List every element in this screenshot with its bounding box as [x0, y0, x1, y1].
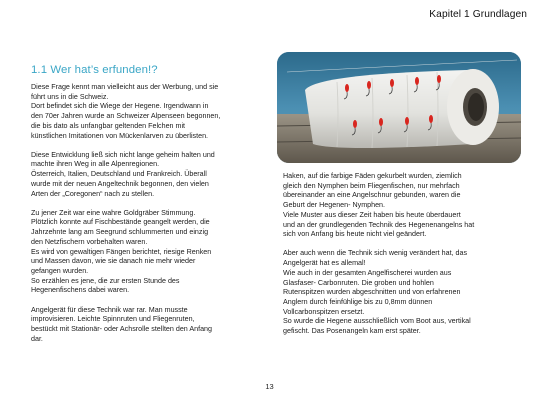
paragraph: Zu jener Zeit war eine wahre Goldgräber Stimmung. Plötzlich konnte auf Fischbestände geangelt werden, die Jahrzehnte lang am Seegrund schlummerten und einzig den Netzfischern vorbehalten waren. Es wird von gewaltigen Fängen berichtet, riesige Renken und Massen davon, wie sie danach nie mehr wieder gefangen wurden. So erzählen es jene, die zur ersten Stunde des Hegenenfischens dabei waren. — [31, 208, 212, 295]
right-column — [283, 172, 519, 346]
fishing-flies-photo — [277, 52, 521, 163]
paragraph: Angelgerät für diese Technik war rar. Man musste improvisieren. Leichte Spinnruten und Fliegenruten, bestückt mit Stationär- oder Achsrolle stellten den Anfang dar. — [31, 305, 212, 343]
paragraph: Diese Entwicklung ließ sich nicht lange geheim halten und machte ihren Weg in alle Alpenregionen. Österreich, Italien, Deutschland und Frankreich. Überall wurde mit der neuen Angeltechnik begonnen, den vielen Arten der „Coregonen“ nach zu stellen. — [31, 150, 215, 198]
page-number: 13 — [265, 382, 274, 391]
paragraph: Aber auch wenn die Technik sich wenig verändert hat, das Angelgerät hat es allemal! Wie auch in der gesamten Angelfischerei wurden aus Glasfaser- Carbonruten. Die groben und hohlen Rutenspitzen wurden abgeschnitten und von erfahrenen Anglern durch feinfühlige bis zu 0,8mm dünnen Vollcarbonspitzen ersetzt. So wurde die Hegene ausschließlich vom Boot aus, vertikal gefischt. Das Posenangeln kam erst später. — [283, 249, 471, 336]
chapter-header: Kapitel 1 Grundlagen — [429, 9, 527, 20]
photo-illustration — [277, 52, 521, 163]
paragraph: Haken, auf die farbige Fäden gekurbelt wurden, ziemlich gleich den Nymphen beim Fliegenfischen, nur mehrfach übereinander an eine Angelschnur gebunden, waren die Geburt der Hegenen- Nymphen. Viele Muster aus dieser Zeit haben bis heute überdauert und an der grundlegenden Technik des Hegenenangelns hat sich von Anfang bis heute nicht viel geändert. — [283, 172, 475, 239]
left-column — [31, 64, 261, 354]
paragraph: Diese Frage kennt man vielleicht aus der Werbung, und sie führt uns in die Schweiz. Dort befindet sich die Wiege der Hegene. Irgendwann in den 70er Jahren wurde an Schweizer Alpenseen begonnen, die bis dato als unfangbar geltenden Felchen mit künstlichen Imitationen von Mückenlarven zu überlisten. — [31, 83, 221, 140]
section-title: 1.1 Wer hat’s erfunden!? — [31, 64, 158, 76]
